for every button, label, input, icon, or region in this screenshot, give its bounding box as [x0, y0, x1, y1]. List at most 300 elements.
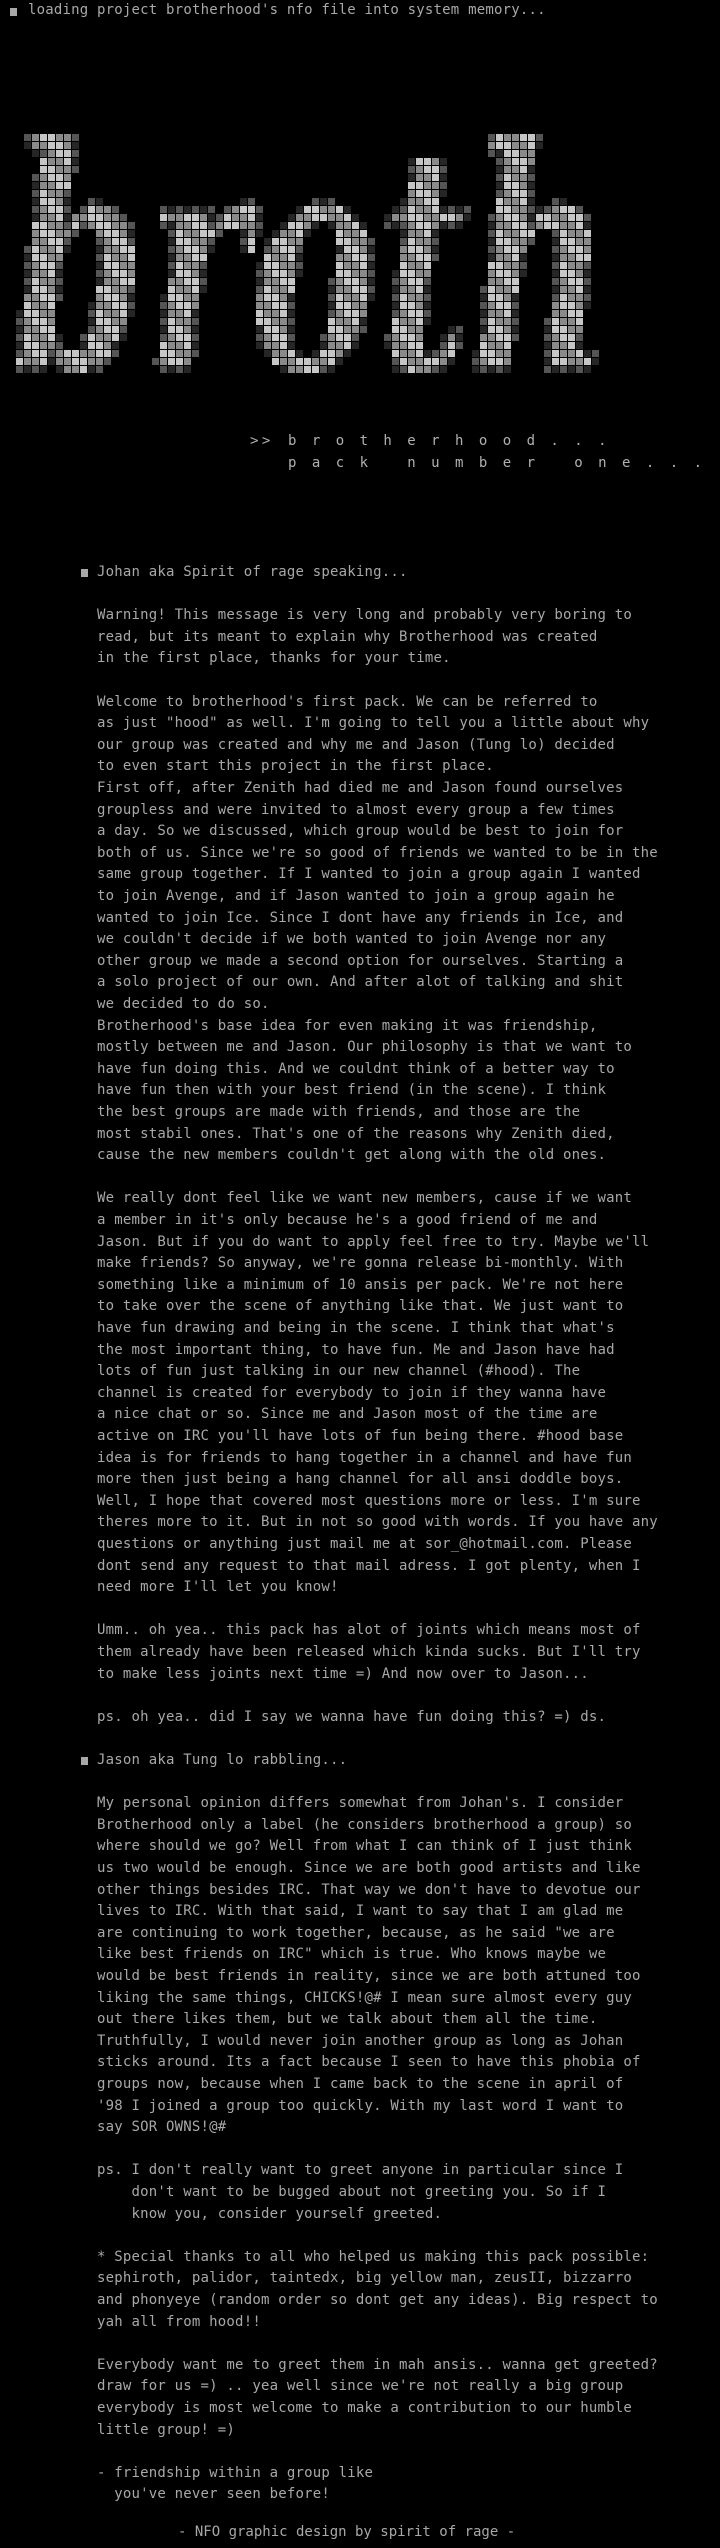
- logo-block: [176, 326, 183, 333]
- logo-block: [544, 318, 551, 325]
- caption-arrow: >>: [250, 433, 274, 449]
- logo-block: [120, 310, 127, 317]
- logo-block: [160, 350, 167, 357]
- johan-text-line: something like a minimum of 10 ansis per pack. We're not here: [97, 1276, 624, 1293]
- logo-block: [32, 206, 39, 213]
- logo-block: [176, 294, 183, 301]
- logo-block: [304, 214, 311, 221]
- logo-block: [504, 222, 511, 229]
- logo-block: [200, 238, 207, 245]
- logo-block: [424, 278, 431, 285]
- logo-block: [96, 254, 103, 261]
- logo-block: [344, 334, 351, 341]
- logo-block: [64, 158, 71, 165]
- logo-block: [72, 358, 79, 365]
- logo-block: [584, 254, 591, 261]
- logo-block: [72, 230, 79, 237]
- logo-block: [552, 294, 559, 301]
- logo-block: [288, 222, 295, 229]
- logo-block: [568, 366, 575, 373]
- logo-block: [184, 262, 191, 269]
- logo-block: [424, 270, 431, 277]
- logo-block: [344, 246, 351, 253]
- logo-block: [112, 294, 119, 301]
- logo-block: [240, 214, 247, 221]
- logo-block: [352, 230, 359, 237]
- logo-block: [352, 262, 359, 269]
- logo-block: [528, 174, 535, 181]
- johan-text-line: Well, I hope that covered most questions more or less. I'm sure: [97, 1492, 641, 1509]
- logo-block: [504, 214, 511, 221]
- logo-block: [568, 254, 575, 261]
- logo-block: [384, 214, 391, 221]
- logo-block: [400, 358, 407, 365]
- logo-block: [168, 246, 175, 253]
- johan-text-line: to even start this project in the first place.: [97, 758, 494, 775]
- logo-block: [400, 278, 407, 285]
- logo-block: [568, 334, 575, 341]
- logo-block: [272, 238, 279, 245]
- logo-block: [520, 190, 527, 197]
- logo-block: [280, 310, 287, 317]
- logo-block: [96, 278, 103, 285]
- logo-block: [288, 358, 295, 365]
- logo-block: [520, 134, 527, 141]
- logo-block: [584, 246, 591, 253]
- logo-block: [496, 198, 503, 205]
- logo-block: [568, 326, 575, 333]
- logo-block: [496, 342, 503, 349]
- logo-block: [560, 246, 567, 253]
- logo-block: [480, 294, 487, 301]
- logo-block: [40, 326, 47, 333]
- logo-block: [288, 334, 295, 341]
- logo-block: [344, 326, 351, 333]
- logo-block: [560, 222, 567, 229]
- logo-block: [576, 302, 583, 309]
- logo-block: [328, 286, 335, 293]
- johan-text-line: questions or anything just mail me at sor_@hotmail.com. Please: [97, 1536, 632, 1552]
- johan-text-line: both of us. Since we're so good of friends we wanted to be in the: [97, 844, 658, 861]
- logo-block: [504, 174, 511, 181]
- logo-block: [448, 222, 455, 229]
- logo-block: [248, 230, 255, 237]
- logo-block: [352, 238, 359, 245]
- logo-block: [48, 206, 55, 213]
- logo-block: [296, 358, 303, 365]
- logo-block: [568, 246, 575, 253]
- logo-block: [488, 142, 495, 149]
- logo-block: [568, 278, 575, 285]
- logo-block: [192, 286, 199, 293]
- logo-block: [512, 150, 519, 157]
- logo-block: [56, 142, 63, 149]
- logo-block: [184, 294, 191, 301]
- logo-block: [488, 358, 495, 365]
- logo-block: [416, 310, 423, 317]
- logo-block: [408, 350, 415, 357]
- logo-block: [552, 310, 559, 317]
- logo-block: [248, 214, 255, 221]
- logo-block: [496, 358, 503, 365]
- logo-block: [40, 246, 47, 253]
- logo-block: [392, 326, 399, 333]
- logo-block: [32, 150, 39, 157]
- logo-block: [488, 150, 495, 157]
- logo-block: [440, 342, 447, 349]
- logo-block: [64, 150, 71, 157]
- johan-text-line: groupless and were invited to almost every group a few times: [97, 801, 615, 818]
- logo-block: [288, 302, 295, 309]
- logo-block: [312, 198, 319, 205]
- logo-block: [352, 310, 359, 317]
- jason-text-line: liking the same things, CHICKS!@# I mean sure almost every guy: [97, 1989, 632, 2006]
- logo-block: [336, 286, 343, 293]
- logo-block: [496, 254, 503, 261]
- logo-block: [272, 278, 279, 285]
- logo-block: [504, 358, 511, 365]
- logo-block: [584, 214, 591, 221]
- logo-block: [256, 206, 263, 213]
- logo-block: [328, 366, 335, 373]
- logo-block: [16, 318, 23, 325]
- logo-block: [424, 254, 431, 261]
- logo-block: [96, 350, 103, 357]
- logo-block: [448, 334, 455, 341]
- logo-block: [184, 310, 191, 317]
- logo-block: [56, 254, 63, 261]
- logo-block: [200, 214, 207, 221]
- logo-block: [112, 278, 119, 285]
- johan-text-line: First off, after Zenith had died me and Jason found ourselves: [97, 780, 624, 796]
- logo-block: [320, 350, 327, 357]
- logo-block: [520, 150, 527, 157]
- johan-text-line: dont send any request to that mail adress. I got plenty, when I: [97, 1557, 641, 1574]
- logo-block: [416, 294, 423, 301]
- logo-block: [480, 318, 487, 325]
- logo-block: [456, 214, 463, 221]
- logo-block: [248, 222, 255, 229]
- logo-block: [120, 246, 127, 253]
- logo-block: [168, 310, 175, 317]
- logo-block: [128, 286, 135, 293]
- logo-block: [360, 270, 367, 277]
- logo-block: [128, 222, 135, 229]
- logo-block: [104, 302, 111, 309]
- logo-block: [408, 278, 415, 285]
- logo-block: [192, 334, 199, 341]
- logo-block: [56, 198, 63, 205]
- johan-text-line: We really dont feel like we want new members, cause if we want: [97, 1190, 632, 1207]
- logo-block: [120, 262, 127, 269]
- logo-block: [576, 270, 583, 277]
- logo-block: [24, 262, 31, 269]
- logo-block: [408, 182, 415, 189]
- logo-block: [16, 350, 23, 357]
- logo-block: [488, 222, 495, 229]
- logo-block: [352, 318, 359, 325]
- logo-block: [272, 294, 279, 301]
- logo-block: [504, 230, 511, 237]
- logo-block: [32, 230, 39, 237]
- jason-text-line: you've never seen before!: [97, 2486, 330, 2503]
- logo-block: [512, 246, 519, 253]
- logo-block: [192, 222, 199, 229]
- logo-block: [424, 214, 431, 221]
- logo-block: [328, 326, 335, 333]
- logo-block: [400, 262, 407, 269]
- logo-block: [552, 230, 559, 237]
- logo-block: [512, 254, 519, 261]
- logo-block: [408, 302, 415, 309]
- logo-block: [552, 198, 559, 205]
- logo-block: [168, 254, 175, 261]
- logo-block: [40, 270, 47, 277]
- logo-block: [96, 294, 103, 301]
- logo-block: [232, 214, 239, 221]
- logo-block: [456, 222, 463, 229]
- logo-block: [416, 206, 423, 213]
- logo-block: [40, 206, 47, 213]
- logo-block: [264, 238, 271, 245]
- logo-block: [552, 222, 559, 229]
- logo-block: [40, 238, 47, 245]
- logo-block: [280, 222, 287, 229]
- logo-block: [344, 342, 351, 349]
- logo-block: [112, 270, 119, 277]
- logo-block: [96, 326, 103, 333]
- logo-block: [528, 150, 535, 157]
- logo-block: [40, 294, 47, 301]
- logo-block: [296, 230, 303, 237]
- logo-block: [360, 246, 367, 253]
- logo-block: [424, 350, 431, 357]
- logo-block: [512, 206, 519, 213]
- logo-block: [552, 350, 559, 357]
- johan-text-line: we decided to do so.: [97, 996, 270, 1012]
- logo-block: [368, 294, 375, 301]
- logo-block: [480, 342, 487, 349]
- logo-block: [64, 134, 71, 141]
- logo-block: [424, 206, 431, 213]
- logo-block: [496, 190, 503, 197]
- logo-block: [512, 182, 519, 189]
- logo-block: [328, 318, 335, 325]
- logo-block: [392, 294, 399, 301]
- logo-block: [360, 230, 367, 237]
- logo-block: [456, 334, 463, 341]
- logo-block: [456, 342, 463, 349]
- jason-text-line: don't want to be bugged about not greeting you. So if I: [97, 2184, 607, 2200]
- logo-block: [312, 350, 319, 357]
- logo-block: [384, 342, 391, 349]
- logo-block: [528, 182, 535, 189]
- logo-block: [272, 246, 279, 253]
- logo-block: [96, 214, 103, 221]
- johan-text-line: a day. So we discussed, which group would be best to join for: [97, 823, 624, 840]
- logo-block: [496, 246, 503, 253]
- logo-block: [88, 310, 95, 317]
- logo-block: [192, 238, 199, 245]
- logo-block: [192, 262, 199, 269]
- logo-block: [504, 246, 511, 253]
- logo-block: [408, 326, 415, 333]
- logo-block: [424, 246, 431, 253]
- logo-block: [336, 334, 343, 341]
- logo-block: [296, 246, 303, 253]
- logo-block: [520, 262, 527, 269]
- logo-block: [56, 334, 63, 341]
- logo-block: [520, 198, 527, 205]
- jason-text-line: yah all from hood!!: [97, 2313, 261, 2330]
- logo-block: [496, 270, 503, 277]
- logo-block: [416, 214, 423, 221]
- logo-block: [512, 262, 519, 269]
- logo-block: [560, 230, 567, 237]
- logo-block: [32, 238, 39, 245]
- logo-block: [112, 334, 119, 341]
- logo-block: [504, 318, 511, 325]
- logo-block: [496, 302, 503, 309]
- johan-text-line: them already have been released which kinda sucks. But I'll try: [97, 1644, 641, 1660]
- logo-block: [432, 366, 439, 373]
- logo-block: [584, 286, 591, 293]
- logo-block: [536, 142, 543, 149]
- logo-block: [48, 222, 55, 229]
- logo-block: [504, 278, 511, 285]
- logo-block: [288, 278, 295, 285]
- logo-block: [512, 166, 519, 173]
- logo-block: [272, 358, 279, 365]
- logo-block: [408, 214, 415, 221]
- logo-block: [32, 302, 39, 309]
- logo-block: [336, 342, 343, 349]
- logo-block: [440, 190, 447, 197]
- logo-block: [512, 142, 519, 149]
- logo-block: [112, 326, 119, 333]
- johan-text-line: the most important thing, to have fun. Me and Jason have had: [97, 1341, 615, 1358]
- logo-block: [208, 230, 215, 237]
- logo-block: [288, 326, 295, 333]
- logo-block: [32, 310, 39, 317]
- logo-block: [96, 222, 103, 229]
- logo-block: [552, 278, 559, 285]
- logo-block: [488, 302, 495, 309]
- logo-block: [336, 294, 343, 301]
- johan-text-line: read, but its meant to explain why Brotherhood was created: [97, 628, 598, 645]
- logo-block: [560, 214, 567, 221]
- logo-block: [264, 310, 271, 317]
- logo-block: [584, 366, 591, 373]
- logo-block: [384, 222, 391, 229]
- logo-block: [584, 270, 591, 277]
- logo-block: [56, 278, 63, 285]
- logo-block: [192, 230, 199, 237]
- logo-block: [568, 230, 575, 237]
- logo-block: [168, 262, 175, 269]
- logo-block: [440, 350, 447, 357]
- logo-block: [448, 358, 455, 365]
- logo-block: [416, 302, 423, 309]
- logo-block: [24, 254, 31, 261]
- logo-block: [320, 358, 327, 365]
- logo-block: [576, 206, 583, 213]
- logo-block: [400, 318, 407, 325]
- logo-block: [112, 214, 119, 221]
- logo-block: [568, 262, 575, 269]
- logo-block: [16, 342, 23, 349]
- logo-block: [592, 358, 599, 365]
- johan-text-line: to take over the scene of anything like that. We just want to: [97, 1298, 624, 1315]
- logo-block: [56, 246, 63, 253]
- logo-block: [48, 334, 55, 341]
- logo-block: [328, 310, 335, 317]
- logo-block: [224, 222, 231, 229]
- logo-block: [496, 182, 503, 189]
- bullet-icon: [81, 569, 88, 577]
- logo-block: [256, 310, 263, 317]
- logo-block: [72, 366, 79, 373]
- logo-block: [120, 294, 127, 301]
- logo-block: [48, 286, 55, 293]
- logo-block: [104, 294, 111, 301]
- logo-block: [88, 206, 95, 213]
- logo-block: [560, 198, 567, 205]
- logo-block: [24, 326, 31, 333]
- johan-text-line: to join Avenge, and if Jason wanted to join a group again he: [97, 888, 615, 904]
- logo-block: [504, 198, 511, 205]
- logo-block: [408, 222, 415, 229]
- logo-block: [536, 134, 543, 141]
- logo-block: [400, 302, 407, 309]
- logo-block: [504, 334, 511, 341]
- logo-block: [128, 294, 135, 301]
- logo-block: [64, 166, 71, 173]
- logo-block: [256, 302, 263, 309]
- logo-block: [160, 214, 167, 221]
- logo-block: [32, 294, 39, 301]
- logo-block: [440, 182, 447, 189]
- logo-block: [168, 342, 175, 349]
- logo-block: [528, 238, 535, 245]
- logo-block: [56, 286, 63, 293]
- logo-block: [56, 190, 63, 197]
- logo-block: [544, 350, 551, 357]
- logo-block: [96, 366, 103, 373]
- logo-block: [552, 358, 559, 365]
- logo-block: [400, 206, 407, 213]
- logo-block: [496, 206, 503, 213]
- logo-block: [552, 302, 559, 309]
- logo-block: [264, 254, 271, 261]
- logo-block: [232, 222, 239, 229]
- logo-block: [416, 366, 423, 373]
- logo-block: [32, 358, 39, 365]
- logo-block: [504, 294, 511, 301]
- logo-block: [104, 254, 111, 261]
- logo-block: [560, 342, 567, 349]
- logo-block: [400, 286, 407, 293]
- logo-block: [16, 358, 23, 365]
- logo-block: [96, 270, 103, 277]
- logo-block: [344, 206, 351, 213]
- logo-block: [128, 302, 135, 309]
- logo-block: [424, 358, 431, 365]
- logo-block: [560, 278, 567, 285]
- logo-block: [560, 206, 567, 213]
- logo-block: [192, 350, 199, 357]
- logo-block: [96, 238, 103, 245]
